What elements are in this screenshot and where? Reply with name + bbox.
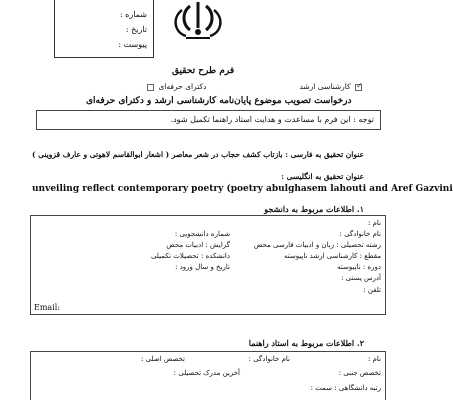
student-major-field[interactable]: رشته تحصیلی : زبان و ادبیات فارسی محض [253, 241, 381, 249]
student-faculty-field[interactable]: دانشکده : تحصیلات تکمیلی [150, 252, 230, 260]
attachment-label: پیوست : [118, 40, 147, 49]
reference-box [54, 0, 154, 58]
note-box [36, 110, 381, 130]
english-title-label: عنوان تحقیق به انگلیسی : [281, 172, 364, 181]
checkbox-professional[interactable] [147, 84, 154, 91]
degree-option-professional[interactable] [145, 82, 206, 91]
student-section-heading: ۱. اطلاعات مربوط به دانشجو [264, 204, 364, 214]
form-title: فرم طرح تحقیق [172, 66, 235, 76]
advisor-section-heading: ۲. اطلاعات مربوط به استاد راهنما [248, 338, 364, 348]
student-last-name-field[interactable]: نام خانوادگی : [339, 230, 381, 238]
student-degree-field[interactable]: مقطع : کارشناسی ارشد ناپیوسته [283, 252, 381, 260]
checkbox-masters[interactable] [355, 84, 362, 91]
note-text: توجه : این فرم با مساعدت و هدایت استاد راهنما تکمیل شود. [170, 115, 374, 124]
date-label: تاریخ : [125, 25, 147, 34]
degree-option-masters[interactable] [299, 82, 364, 91]
student-specialization-field[interactable]: گرایش : ادبیات محض [166, 241, 230, 249]
advisor-info-table [30, 351, 386, 400]
student-phone-field[interactable]: تلفن : [363, 286, 381, 294]
persian-title-row [32, 150, 364, 159]
persian-title-label: عنوان تحقیق به فارسی : [285, 150, 364, 159]
university-logo-icon [168, 0, 228, 42]
student-first-name-field[interactable]: نام : [368, 219, 381, 227]
student-course-field[interactable]: دوره : ناپیوسته [337, 263, 381, 271]
english-title-value: unveiling reflect contemporary poetry (poetry abulghasem lahouti and Aref Gazvini [32, 184, 453, 194]
advisor-main-specialty-field[interactable]: تخصص اصلی : [141, 355, 185, 363]
student-entry-date-field[interactable]: تاریخ و سال ورود : [175, 263, 230, 271]
student-email-field[interactable]: Email: [34, 303, 61, 312]
advisor-last-name-field[interactable]: نام خانوادگی : [248, 355, 290, 363]
advisor-last-degree-field[interactable]: آخرین مدرک تحصیلی : [173, 369, 240, 377]
student-id-field[interactable]: شماره دانشجویی : [174, 230, 230, 238]
advisor-first-name-field[interactable]: نام : [368, 355, 381, 363]
number-label: شماره : [119, 10, 147, 19]
advisor-rank-position-field[interactable]: رتبه دانشگاهی : سمت : [310, 384, 381, 392]
degree-option-professional-label: دکترای حرفه‌ای [158, 82, 207, 91]
degree-option-masters-label: کارشناسی ارشد [299, 82, 351, 91]
student-address-field[interactable]: آدرس پستی : [341, 274, 381, 282]
persian-title-value: بازتاب کشف حجاب در شعر معاصر ( اشعار ابوالقاسم لاهوتی و عارف قزوینی ) [31, 150, 283, 159]
advisor-secondary-specialty-field[interactable]: تخصص جنبی : [338, 369, 381, 377]
student-info-table [30, 215, 386, 315]
request-title: درخواست تصویب موضوع پایان‌نامه کارشناسی ارشد و دکترای حرفه‌ای [86, 96, 352, 106]
